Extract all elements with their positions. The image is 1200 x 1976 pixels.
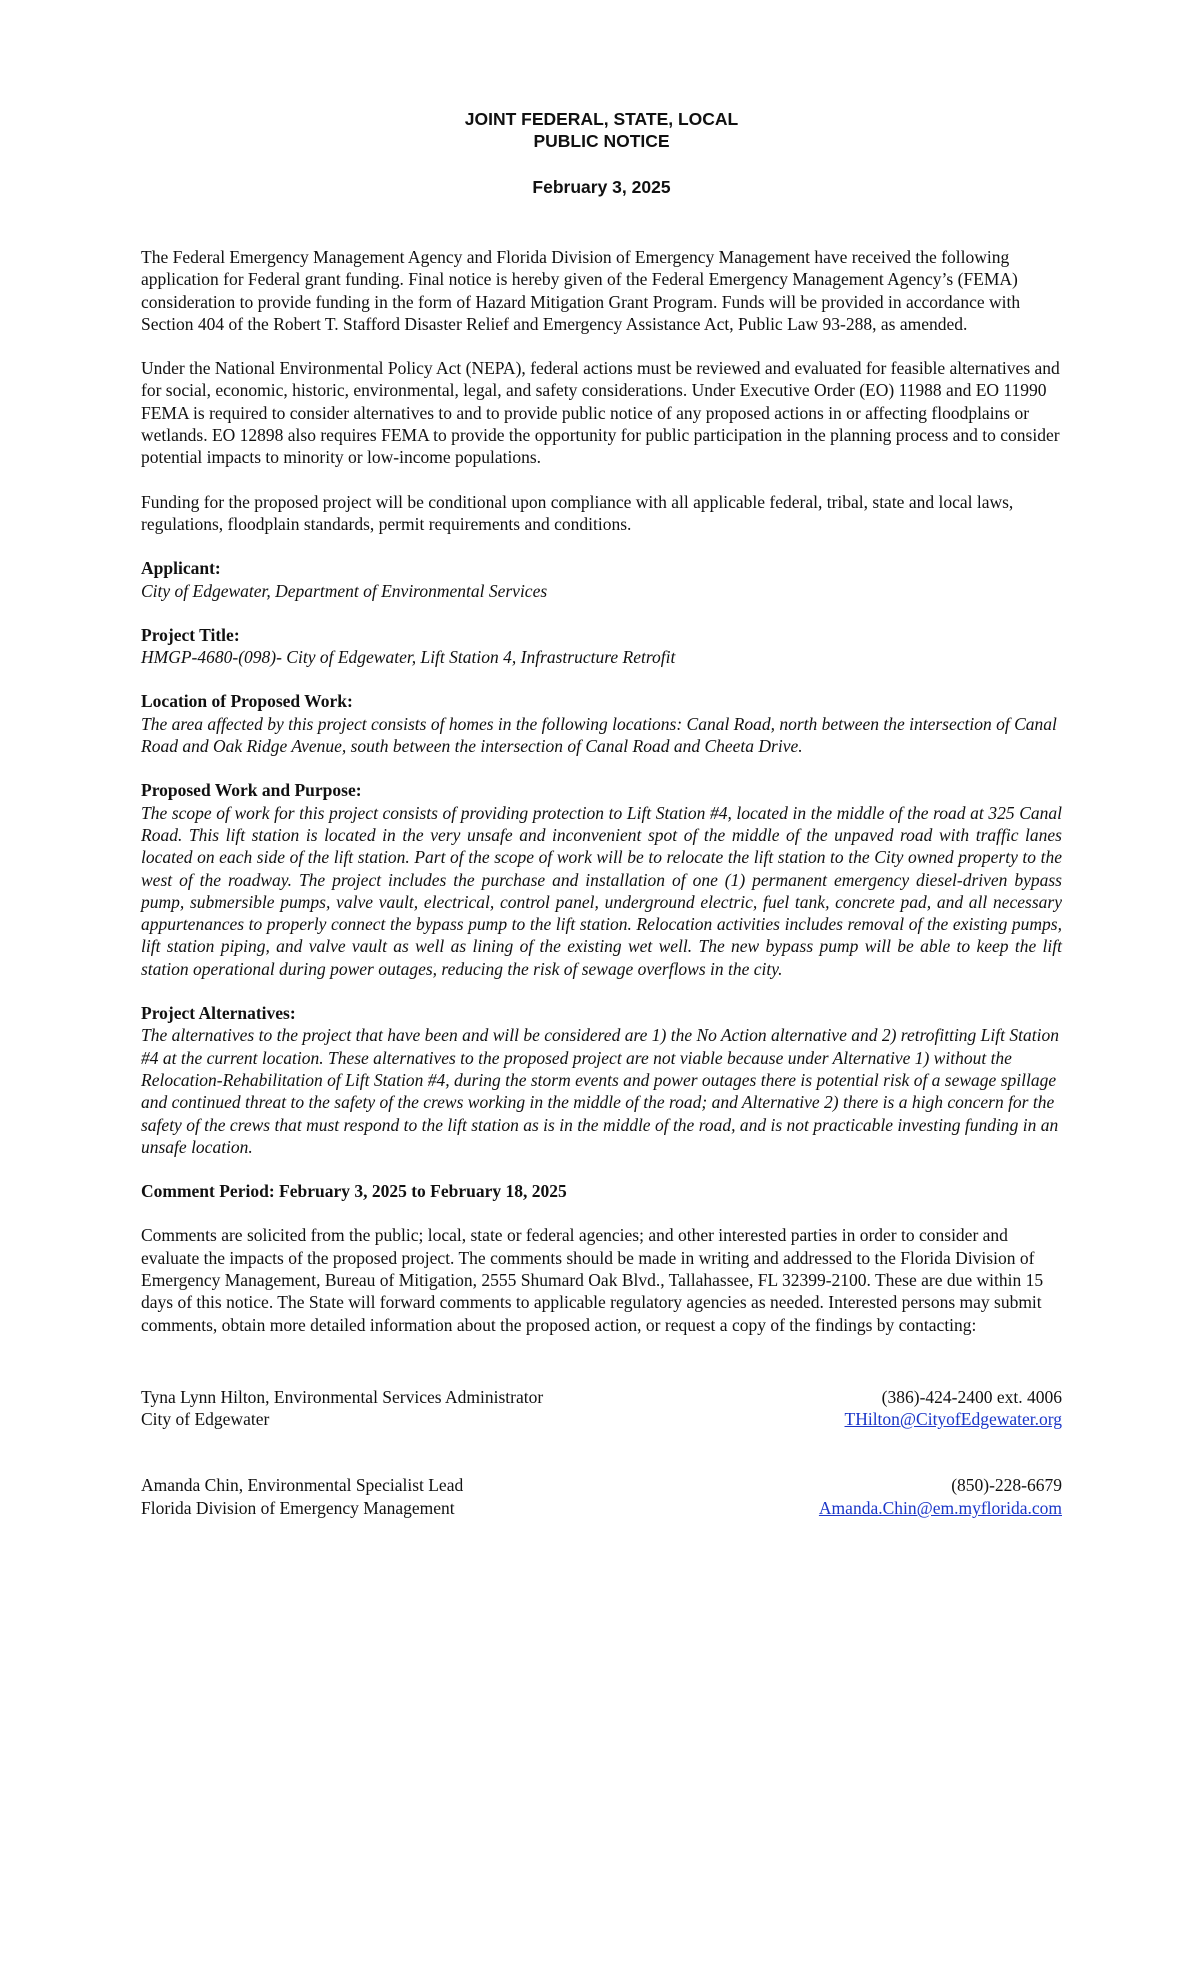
- header-title-line1: JOINT FEDERAL, STATE, LOCAL: [464, 109, 739, 129]
- section-applicant: [141, 557, 1062, 602]
- alternatives-heading: Project Alternatives:: [141, 1003, 296, 1024]
- work-purpose-value: The scope of work for this project consists of providing protection to Lift Station #4, located in the middle of the road at 325 Canal Road. This lift station is located in the very unsafe and inconvenient spot of the middle of the unpaved road with traffic lanes located on each side of the lift station. Part of the scope of work will be to relocate the lift station to the City owned property to the west of the roadway. The project includes the purchase and installation of one (1) permanent emergency diesel-driven bypass pump, submersible pumps, valve vault, electrical, control panel, underground electric, fuel tank, concrete pad, and all necessary appurtenances to properly connect the bypass pump to the lift station. Relocation activities includes removal of the existing pumps, lift station piping, and valve vault as well as lining of the existing wet well. The new bypass pump will be able to keep the lift station operational during power outages, reducing the risk of sewage overflows in the city.: [141, 802, 1062, 979]
- notice-date: February 3, 2025: [532, 177, 671, 197]
- section-location: [141, 690, 1062, 757]
- contact-reach: [819, 1474, 1062, 1519]
- location-heading: Location of Proposed Work:: [141, 691, 353, 712]
- contact-entry: [141, 1474, 1062, 1519]
- contact-name-title: Tyna Lynn Hilton, Environmental Services Administrator: [141, 1386, 544, 1407]
- contact-phone: (850)-228-6679: [951, 1475, 1062, 1496]
- contact-reach: [845, 1386, 1063, 1431]
- contact-details: [141, 1474, 463, 1519]
- intro-paragraph-nepa: Under the National Environmental Policy Act (NEPA), federal actions must be reviewed and evaluated for feasible alternatives and for social, economic, historic, environmental, legal, and safety considerations. Under Executive Order (EO) 11988 and EO 11990 FEMA is required to consider alternatives to and to provide public notice of any proposed actions in or affecting floodplains or wetlands. EO 12898 also requires FEMA to provide the opportunity for public participation in the planning process and to consider potential impacts to minority or low-income populations.: [141, 358, 1060, 468]
- contact-email-link[interactable]: Amanda.Chin@em.myflorida.com: [818, 1497, 1062, 1518]
- project-title-value: HMGP-4680-(098)- City of Edgewater, Lift Station 4, Infrastructure Retrofit: [141, 647, 676, 668]
- location-value: The area affected by this project consists of homes in the following locations: Canal Road, north between the intersection of Canal Road and Oak Ridge Avenue, south between the intersection of Canal Road and Cheeta Drive.: [141, 713, 1057, 757]
- section-project-title: [141, 624, 1062, 669]
- contact-organization: Florida Division of Emergency Management: [141, 1497, 455, 1518]
- comments-paragraph: Comments are solicited from the public; local, state or federal agencies; and other interested parties in order to consider and evaluate the impacts of the proposed project. The comments should be made in writing and addressed to the Florida Division of Emergency Management, Bureau of Mitigation, 2555 Shumard Oak Blvd., Tallahassee, FL 32399-2100. These are due within 15 days of this notice. The State will forward comments to applicable regulatory agencies as needed. Interested persons may submit comments, obtain more detailed information about the proposed action, or request a copy of the findings by contacting:: [141, 1225, 1044, 1335]
- section-alternatives: [141, 1002, 1062, 1158]
- contact-organization: City of Edgewater: [141, 1409, 270, 1430]
- notice-page: [141, 108, 1062, 1563]
- comment-period: Comment Period: February 3, 2025 to February 18, 2025: [141, 1181, 567, 1202]
- section-work-purpose: [141, 779, 1062, 980]
- work-purpose-heading: Proposed Work and Purpose:: [141, 780, 362, 801]
- intro-paragraph-conditions: Funding for the proposed project will be conditional upon compliance with all applicable federal, tribal, state and local laws, regulations, floodplain standards, permit requirements and conditions.: [141, 491, 1014, 534]
- applicant-value: City of Edgewater, Department of Environmental Services: [141, 580, 548, 601]
- intro-paragraph-funding: The Federal Emergency Management Agency and Florida Division of Emergency Management have received the following application for Federal grant funding. Final notice is hereby given of the Federal Emergency Management Agency’s (FEMA) consideration to provide funding in the form of Hazard Mitigation Grant Program. Funds will be provided in accordance with Section 404 of the Robert T. Stafford Disaster Relief and Emergency Assistance Act, Public Law 93-288, as amended.: [141, 247, 1021, 334]
- alternatives-value: The alternatives to the project that have been and will be considered are 1) the No Action alternative and 2) retrofitting Lift Station #4 at the current location. These alternatives to the proposed project are not viable because under Alternative 1) without the Relocation-Rehabilitation of Lift Station #4, during the storm events and power outages there is potential risk of a sewage spillage and continued threat to the safety of the crews working in the middle of the road; and Alternative 2) there is a high concern for the safety of the crews that must respond to the lift station as is in the middle of the road, and is not practicable investing funding in an unsafe location.: [141, 1025, 1059, 1157]
- contact-email-link[interactable]: THilton@CityofEdgewater.org: [844, 1409, 1062, 1430]
- contact-phone: (386)-424-2400 ext. 4006: [881, 1386, 1062, 1407]
- intro-paragraphs: [141, 246, 1062, 535]
- contact-details: [141, 1386, 543, 1431]
- contact-name-title: Amanda Chin, Environmental Specialist Lead: [141, 1475, 464, 1496]
- notice-header: [141, 108, 1062, 198]
- applicant-heading: Applicant:: [141, 558, 221, 579]
- contacts-list: [141, 1386, 1062, 1519]
- header-title-line2: PUBLIC NOTICE: [533, 131, 670, 151]
- contact-entry: [141, 1386, 1062, 1431]
- project-title-heading: Project Title:: [141, 624, 240, 645]
